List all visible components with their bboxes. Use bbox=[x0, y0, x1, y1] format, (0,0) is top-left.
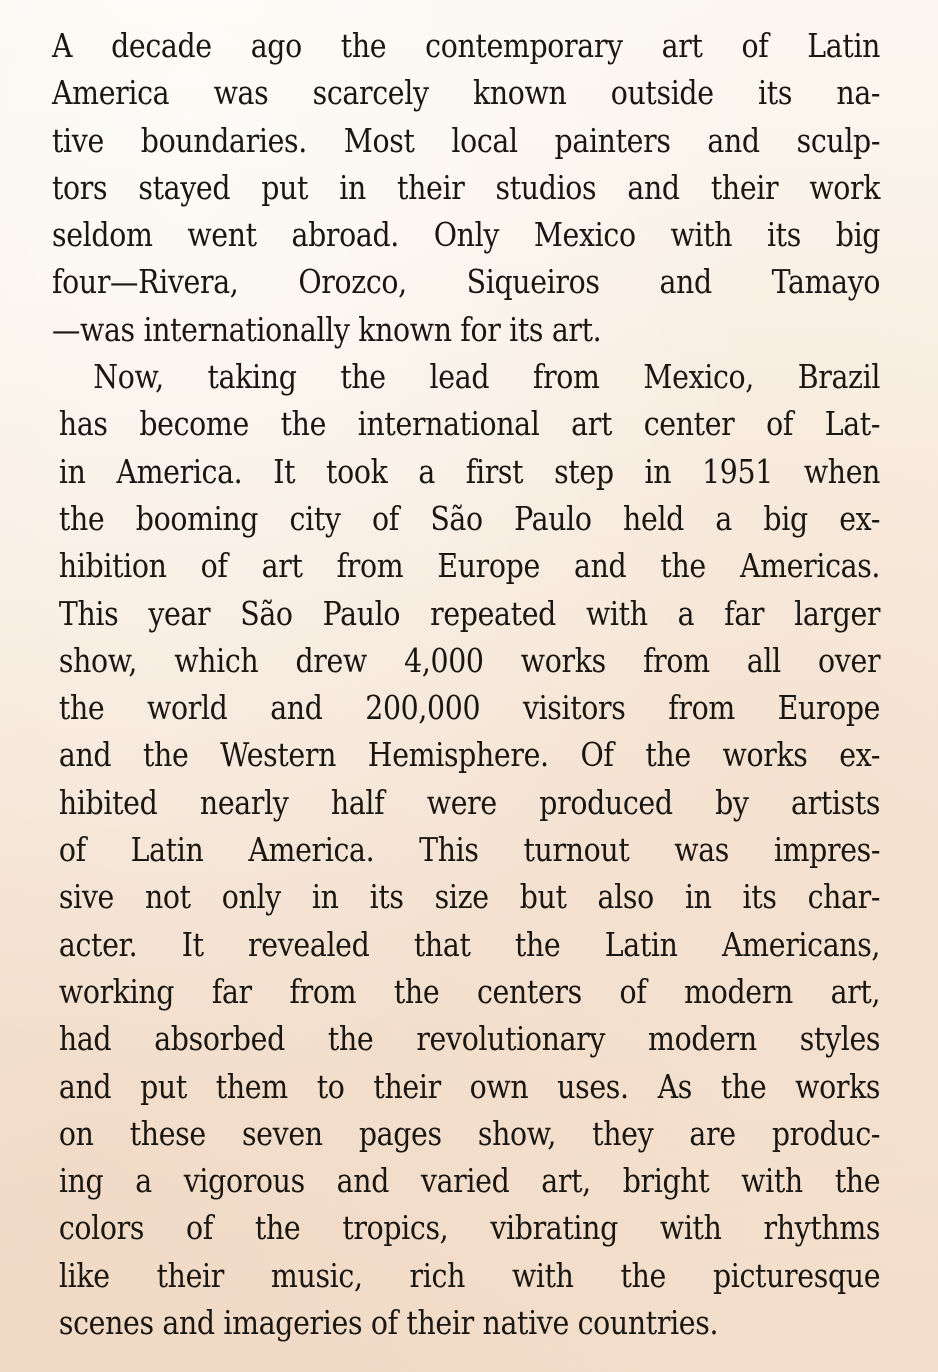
word: Western bbox=[220, 735, 337, 775]
word: A bbox=[52, 26, 73, 65]
word: far bbox=[724, 593, 765, 633]
text-line bbox=[52, 1063, 880, 1110]
word: acter. bbox=[58, 924, 138, 964]
word: America. bbox=[248, 830, 375, 870]
word: the bbox=[645, 735, 691, 775]
word: Brazil bbox=[797, 357, 881, 397]
word: This bbox=[58, 593, 119, 633]
word: outside bbox=[610, 73, 714, 113]
line-words bbox=[93, 353, 880, 400]
line-words bbox=[59, 873, 880, 920]
word: took bbox=[326, 451, 388, 491]
word: repeated bbox=[430, 593, 556, 633]
word: a bbox=[677, 593, 695, 633]
word: Latin bbox=[807, 26, 881, 65]
text-line bbox=[52, 117, 880, 164]
word: produc- bbox=[771, 1113, 881, 1153]
word: the bbox=[142, 735, 189, 775]
word: of bbox=[200, 546, 228, 586]
text-line bbox=[52, 69, 880, 116]
word: were bbox=[426, 782, 497, 822]
word: Mexico, bbox=[643, 357, 754, 397]
text-line bbox=[52, 779, 880, 826]
word: the bbox=[340, 26, 387, 65]
word: first bbox=[465, 451, 524, 491]
text-line bbox=[52, 968, 880, 1015]
word: its bbox=[369, 877, 404, 917]
line-words bbox=[52, 69, 880, 116]
text-line bbox=[52, 495, 880, 542]
line-words bbox=[59, 921, 880, 968]
word: Mexico bbox=[533, 215, 636, 255]
word: colors bbox=[58, 1208, 145, 1248]
word: rhythms bbox=[763, 1208, 881, 1248]
word: show, bbox=[58, 640, 138, 680]
word: in bbox=[644, 451, 672, 491]
word: turnout bbox=[523, 830, 630, 870]
word: Siqueiros bbox=[466, 262, 600, 302]
word: 1951 bbox=[702, 451, 773, 491]
word: like bbox=[58, 1255, 110, 1295]
word: with bbox=[741, 1161, 803, 1201]
word: they bbox=[592, 1113, 654, 1153]
word: contemporary bbox=[425, 26, 623, 65]
text-line bbox=[52, 1015, 880, 1062]
word: stayed bbox=[138, 167, 231, 207]
word: taking bbox=[207, 357, 297, 397]
word: impres- bbox=[773, 830, 881, 870]
line-words bbox=[59, 448, 880, 495]
word: decade bbox=[111, 26, 212, 65]
text-line bbox=[52, 1157, 880, 1204]
word: America. bbox=[116, 451, 243, 491]
word: 4,000 bbox=[404, 640, 484, 680]
word: on bbox=[58, 1113, 94, 1153]
word: world bbox=[147, 688, 228, 728]
word: local bbox=[451, 120, 518, 160]
word: had bbox=[58, 1019, 112, 1059]
word: modern bbox=[684, 971, 793, 1011]
word: the bbox=[58, 688, 105, 728]
text-line: —was internationally known for its art. bbox=[52, 309, 602, 349]
word: only bbox=[221, 877, 281, 917]
word: but bbox=[519, 877, 567, 917]
word: not bbox=[145, 877, 191, 917]
word: Americans, bbox=[722, 924, 881, 964]
word: has bbox=[58, 404, 108, 444]
word: Only bbox=[433, 215, 500, 255]
word: the bbox=[254, 1208, 301, 1248]
word: when bbox=[803, 451, 881, 491]
word: and bbox=[659, 262, 712, 302]
paragraph-1 bbox=[52, 22, 880, 353]
word: Now, bbox=[93, 357, 164, 397]
word: four—Rivera, bbox=[52, 262, 239, 302]
word: working bbox=[58, 971, 175, 1011]
word: char- bbox=[807, 877, 881, 917]
word: the bbox=[327, 1019, 374, 1059]
word: known bbox=[472, 73, 567, 113]
word: hibition bbox=[58, 546, 167, 586]
word: scarcely bbox=[312, 73, 429, 113]
line-words bbox=[52, 117, 880, 164]
word: varied bbox=[420, 1161, 510, 1201]
word: the bbox=[660, 546, 706, 586]
article-body bbox=[52, 22, 881, 1346]
word: its bbox=[742, 877, 777, 917]
word: far bbox=[211, 971, 252, 1011]
word: art bbox=[571, 404, 613, 444]
word: a bbox=[135, 1161, 152, 1201]
word: It bbox=[273, 451, 296, 491]
word: seldom bbox=[52, 215, 153, 255]
line-words bbox=[59, 779, 880, 826]
word: artists bbox=[791, 782, 881, 822]
word: its bbox=[758, 73, 793, 113]
word: ex- bbox=[839, 498, 881, 538]
word: in bbox=[339, 167, 366, 207]
word: and bbox=[707, 120, 760, 160]
word: of bbox=[741, 26, 769, 65]
text-line bbox=[52, 400, 880, 447]
word: from bbox=[289, 971, 357, 1011]
text-line bbox=[52, 164, 880, 211]
word: big bbox=[835, 215, 881, 255]
word: art bbox=[261, 546, 303, 586]
word: by bbox=[715, 782, 749, 822]
word: This bbox=[419, 830, 479, 870]
word: pages bbox=[358, 1113, 442, 1153]
word: from bbox=[336, 546, 404, 586]
paragraph-2 bbox=[52, 353, 880, 1346]
word: to bbox=[316, 1066, 345, 1106]
word: modern bbox=[648, 1019, 757, 1059]
word: these bbox=[129, 1113, 206, 1153]
word: of bbox=[619, 971, 647, 1011]
word: Lat- bbox=[824, 404, 881, 444]
text-line bbox=[52, 448, 880, 495]
word: booming bbox=[135, 498, 259, 538]
word: abroad. bbox=[291, 215, 399, 255]
word: Hemisphere. bbox=[367, 735, 549, 775]
word: with bbox=[670, 215, 733, 255]
word: works bbox=[795, 1066, 881, 1106]
word: picturesque bbox=[712, 1255, 881, 1295]
word: na- bbox=[836, 73, 881, 113]
word: of bbox=[186, 1208, 213, 1248]
text-line: scenes and imageries of their native countries. bbox=[58, 1303, 719, 1343]
word: boundaries. bbox=[140, 120, 307, 160]
word: half bbox=[330, 782, 385, 822]
word: tropics, bbox=[342, 1208, 449, 1248]
word: city bbox=[289, 498, 341, 538]
word: went bbox=[187, 215, 257, 255]
word: vibrating bbox=[490, 1208, 618, 1248]
word: over bbox=[818, 640, 881, 680]
word: Orozco, bbox=[298, 262, 407, 302]
word: of bbox=[58, 830, 86, 870]
word: studios bbox=[495, 167, 597, 207]
word: and bbox=[627, 167, 680, 207]
word: in bbox=[58, 451, 86, 491]
word: Latin bbox=[130, 830, 204, 870]
word: uses. bbox=[557, 1066, 629, 1106]
line-words bbox=[59, 826, 880, 873]
word: tive bbox=[52, 120, 104, 160]
word: tors bbox=[52, 167, 108, 207]
word: their bbox=[156, 1255, 224, 1295]
text-line bbox=[52, 353, 880, 400]
text-line bbox=[52, 211, 880, 258]
word: the bbox=[393, 971, 440, 1011]
word: its bbox=[766, 215, 801, 255]
word: with bbox=[659, 1208, 722, 1248]
word: with bbox=[585, 593, 648, 633]
word: art, bbox=[541, 1161, 591, 1201]
word: all bbox=[746, 640, 781, 680]
word: a bbox=[715, 498, 733, 538]
word: are bbox=[689, 1113, 736, 1153]
word: Americas. bbox=[739, 546, 881, 586]
word: Of bbox=[580, 735, 614, 775]
line-words bbox=[59, 1015, 880, 1062]
word: step bbox=[554, 451, 614, 491]
word: the bbox=[834, 1161, 881, 1201]
word: absorbed bbox=[154, 1019, 285, 1059]
word: ing bbox=[58, 1161, 104, 1201]
word: São bbox=[430, 498, 483, 538]
word: larger bbox=[794, 593, 881, 633]
word: them bbox=[215, 1066, 288, 1106]
word: visitors bbox=[522, 688, 626, 728]
text-line bbox=[52, 921, 880, 968]
line-words bbox=[59, 1157, 880, 1204]
word: music, bbox=[270, 1255, 363, 1295]
word: art, bbox=[830, 971, 881, 1011]
word: international bbox=[357, 404, 540, 444]
word: America bbox=[52, 73, 170, 113]
line-words bbox=[59, 1252, 880, 1299]
word: Paulo bbox=[322, 593, 401, 633]
word: the bbox=[340, 357, 386, 397]
word: painters bbox=[554, 120, 671, 160]
word: As bbox=[657, 1066, 692, 1106]
word: and bbox=[574, 546, 627, 586]
word: sculp- bbox=[796, 120, 881, 160]
text-line bbox=[52, 637, 880, 684]
word: lead bbox=[429, 357, 490, 397]
text-line bbox=[52, 1252, 880, 1299]
text-line bbox=[52, 22, 880, 69]
text-line bbox=[52, 590, 880, 637]
text-line bbox=[52, 542, 880, 589]
line-words bbox=[52, 22, 880, 69]
line-words bbox=[59, 684, 880, 731]
word: of bbox=[372, 498, 399, 538]
word: Tamayo bbox=[771, 262, 881, 302]
word: Europe bbox=[777, 688, 881, 728]
word: in bbox=[311, 877, 339, 917]
text-line bbox=[52, 684, 880, 731]
word: revealed bbox=[248, 924, 370, 964]
word: show, bbox=[477, 1113, 557, 1153]
word: a bbox=[418, 451, 435, 491]
word: vigorous bbox=[183, 1161, 305, 1201]
word: and bbox=[58, 1066, 112, 1106]
word: centers bbox=[476, 971, 582, 1011]
word: their bbox=[710, 167, 779, 207]
word: work bbox=[809, 167, 881, 207]
word: also bbox=[597, 877, 654, 917]
word: produced bbox=[539, 782, 673, 822]
word: was bbox=[213, 73, 269, 113]
line-words bbox=[52, 258, 880, 305]
word: revolutionary bbox=[416, 1019, 606, 1059]
word: nearly bbox=[199, 782, 289, 822]
word: bright bbox=[622, 1161, 710, 1201]
word: held bbox=[623, 498, 685, 538]
word: styles bbox=[799, 1019, 881, 1059]
word: Paulo bbox=[514, 498, 592, 538]
text-line bbox=[52, 1110, 880, 1157]
word: the bbox=[720, 1066, 767, 1106]
text-line bbox=[52, 873, 880, 920]
line-words bbox=[59, 1110, 880, 1157]
word: was bbox=[674, 830, 730, 870]
line-words bbox=[52, 164, 880, 211]
word: the bbox=[514, 924, 561, 964]
line-words bbox=[59, 1204, 880, 1251]
word: the bbox=[58, 498, 105, 538]
line-words bbox=[59, 968, 880, 1015]
text-line bbox=[52, 258, 880, 305]
word: sive bbox=[58, 877, 114, 917]
text-line bbox=[52, 826, 880, 873]
word: year bbox=[148, 593, 211, 633]
word: It bbox=[181, 924, 204, 964]
word: put bbox=[261, 167, 309, 207]
word: center bbox=[643, 404, 735, 444]
word: the bbox=[280, 404, 327, 444]
word: art bbox=[661, 26, 703, 65]
line-words bbox=[59, 400, 880, 447]
word: hibited bbox=[58, 782, 158, 822]
line-words bbox=[52, 211, 880, 258]
line-words bbox=[59, 590, 880, 637]
word: become bbox=[139, 404, 249, 444]
word: drew bbox=[295, 640, 367, 680]
word: Europe bbox=[437, 546, 540, 586]
word: works bbox=[520, 640, 606, 680]
word: Most bbox=[343, 120, 415, 160]
word: ex- bbox=[839, 735, 881, 775]
word: 200,000 bbox=[365, 688, 481, 728]
word: big bbox=[763, 498, 808, 538]
text-column bbox=[52, 22, 880, 1346]
word: their bbox=[397, 167, 465, 207]
word: São bbox=[240, 593, 293, 633]
line-words bbox=[59, 731, 880, 778]
word: from bbox=[668, 688, 735, 728]
text-line bbox=[52, 731, 880, 778]
line-words bbox=[59, 542, 880, 589]
word: works bbox=[722, 735, 808, 775]
word: rich bbox=[409, 1255, 466, 1295]
line-words bbox=[59, 1063, 880, 1110]
word: ago bbox=[250, 26, 302, 65]
word: and bbox=[270, 688, 323, 728]
word: in bbox=[684, 877, 712, 917]
word: of bbox=[766, 404, 794, 444]
word: with bbox=[511, 1255, 574, 1295]
word: from bbox=[642, 640, 710, 680]
line-words bbox=[59, 637, 880, 684]
word: their bbox=[373, 1066, 441, 1106]
word: and bbox=[58, 735, 112, 775]
text-line bbox=[52, 1204, 880, 1251]
word: own bbox=[469, 1066, 529, 1106]
word: and bbox=[336, 1161, 390, 1201]
word: Latin bbox=[604, 924, 678, 964]
word: which bbox=[174, 640, 259, 680]
word: put bbox=[140, 1066, 187, 1106]
word: seven bbox=[241, 1113, 323, 1153]
word: that bbox=[413, 924, 471, 964]
word: size bbox=[434, 877, 489, 917]
word: the bbox=[620, 1255, 667, 1295]
line-words bbox=[59, 495, 880, 542]
word: from bbox=[532, 357, 600, 397]
